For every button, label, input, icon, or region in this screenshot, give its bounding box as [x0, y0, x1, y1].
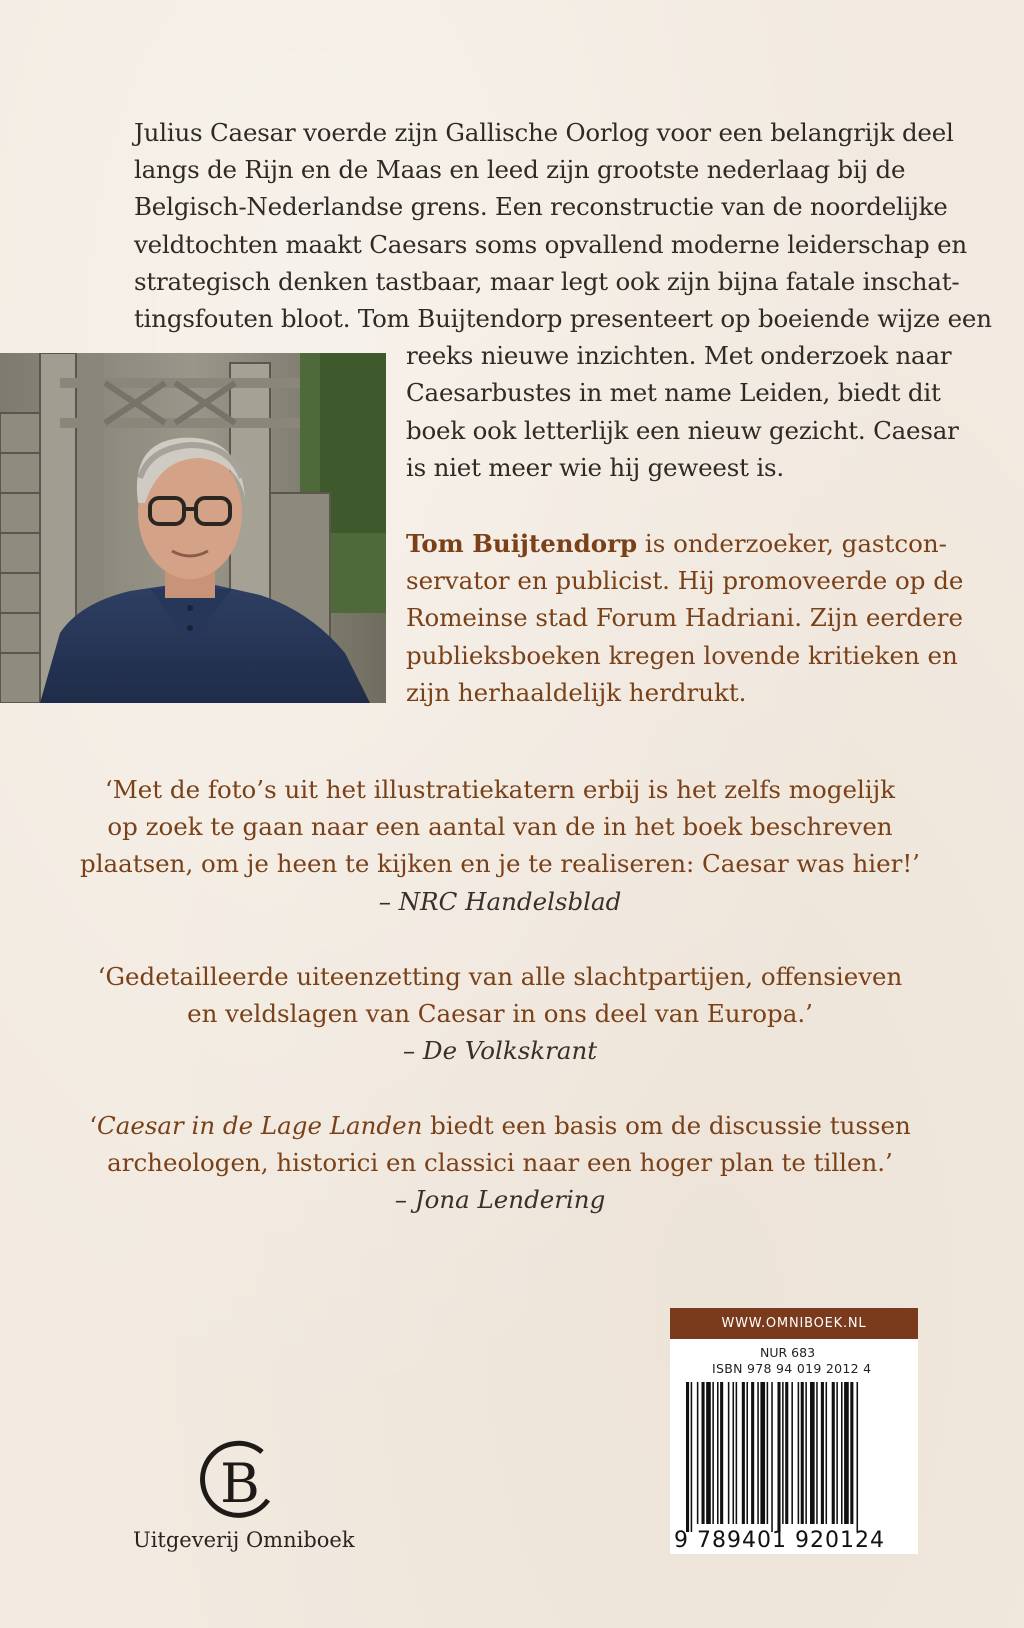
- bio-first-line: [406, 525, 946, 562]
- barcode-bar: [857, 1382, 859, 1532]
- barcode-bar: [697, 1382, 699, 1524]
- review-quote-lendering: [80, 1107, 920, 1219]
- blurb-line: reeks nieuwe inzichten. Met onderzoek naar: [406, 341, 952, 371]
- quote-line: plaatsen, om je heen te kijken en je te realiseren: Caesar was hier!’: [80, 849, 920, 879]
- barcode-bar: [841, 1382, 843, 1524]
- barcode-bar: [850, 1382, 853, 1524]
- quote-line-rest: biedt een basis om de discussie tussen: [422, 1111, 911, 1140]
- barcode-bar: [816, 1382, 818, 1524]
- barcode-bar: [736, 1382, 738, 1524]
- book-title: Caesar in de Lage Landen: [97, 1111, 423, 1140]
- quote-line: op zoek te gaan naar een aantal van de in het boek beschreven: [107, 812, 893, 842]
- author-bio: [406, 525, 964, 711]
- barcode-bar: [760, 1382, 765, 1524]
- quote-line: [80, 1107, 920, 1144]
- barcode-bar: [805, 1382, 807, 1524]
- barcode-bar: [728, 1382, 730, 1524]
- barcode-bar: [686, 1382, 689, 1532]
- quote-open-mark: ‘: [89, 1111, 97, 1140]
- isbn-code: ISBN 978 94 019 2012 4: [712, 1361, 872, 1376]
- omniboek-logo-icon: [190, 1430, 286, 1526]
- blurb-line: Belgisch-Nederlandse grens. Een reconstructie van de noordelijke: [134, 192, 948, 222]
- bio-first-line-rest: is onderzoeker, gastcon-: [637, 529, 947, 558]
- quote-line: en veldslagen van Caesar in ons deel van Europa.’: [187, 999, 813, 1029]
- blurb-line: Julius Caesar voerde zijn Gallische Oorlog voor een belangrijk deel: [134, 118, 954, 147]
- blurb-line: veldtochten maakt Caesars soms opvallend moderne leiderschap en: [134, 229, 967, 259]
- blurb-line: tingsfouten bloot. Tom Buijtendorp presenteert op boeiende wijze een: [134, 304, 992, 334]
- blurb-line: boek ook letterlijk een nieuw gezicht. Caesar: [406, 415, 959, 445]
- blurb-line: strategisch denken tastbaar, maar legt ook zijn bijna fatale inschat-: [134, 266, 960, 296]
- barcode-bar: [706, 1382, 711, 1524]
- barcode-bar: [785, 1382, 788, 1524]
- omniboek-logo: [190, 1430, 286, 1526]
- barcode-bar: [746, 1382, 748, 1524]
- barcode-bar: [742, 1382, 745, 1524]
- barcode-bar: [821, 1382, 824, 1524]
- quote-source: – NRC Handelsblad: [378, 886, 622, 916]
- barcode-bar: [798, 1382, 800, 1524]
- barcode-bar: [733, 1382, 735, 1524]
- barcode-bar: [844, 1382, 849, 1524]
- barcode-bar: [777, 1382, 780, 1532]
- barcode-bar: [751, 1382, 754, 1524]
- barcode-digits: 9 789401 920124: [674, 1528, 885, 1553]
- nur-code: NUR 683: [760, 1345, 816, 1360]
- barcode-bar: [702, 1382, 705, 1524]
- review-quote-volkskrant: [80, 958, 920, 1070]
- bio-line: Romeinse stad Forum Hadriani. Zijn eerdere: [406, 603, 963, 633]
- quote-line: ‘Gedetailleerde uiteenzetting van alle slachtpartijen, offensieven: [97, 962, 903, 991]
- author-photo: [0, 353, 386, 703]
- barcode-bar: [801, 1382, 804, 1524]
- publisher-name: Uitgeverij Omniboek: [133, 1528, 355, 1552]
- barcode-bar: [717, 1382, 719, 1524]
- barcode-bar: [720, 1382, 723, 1524]
- barcode-bar: [771, 1382, 773, 1532]
- quote-line: ‘Met de foto’s uit het illustratiekatern erbij is het zelfs mogelijk: [104, 775, 896, 804]
- blurb-line: langs de Rijn en de Maas en leed zijn grootste nederlaag bij de: [134, 155, 906, 185]
- quote-line: archeologen, historici en classici naar een hoger plan te tillen.’: [107, 1148, 893, 1178]
- author-name: Tom Buijtendorp: [406, 529, 638, 558]
- barcode-bar: [712, 1382, 714, 1524]
- barcode-bar: [810, 1382, 815, 1524]
- barcode-bar: [836, 1382, 838, 1524]
- barcode-bar: [767, 1382, 769, 1524]
- barcode-icon: [686, 1382, 910, 1532]
- bio-line: servator en publicist. Hij promoveerde op de: [406, 566, 964, 596]
- bio-line: zijn herhaaldelijk herdrukt.: [406, 677, 747, 707]
- bio-line: publieksboeken kregen lovende kritieken en: [406, 640, 958, 670]
- quote-source: – Jona Lendering: [394, 1185, 606, 1215]
- barcode-bar: [691, 1382, 693, 1532]
- author-photo-illustration: [0, 353, 386, 703]
- blurb-line: Caesarbustes in met name Leiden, biedt dit: [406, 378, 941, 408]
- blurb-line: is niet meer wie hij geweest is.: [406, 452, 784, 482]
- quote-source: – De Volkskrant: [402, 1036, 598, 1066]
- svg-text:B: B: [220, 1452, 260, 1515]
- barcode-bar: [782, 1382, 784, 1524]
- review-quote-nrc: [80, 771, 920, 920]
- barcode-bar: [826, 1382, 828, 1524]
- barcode-bar: [757, 1382, 759, 1524]
- barcode-bar: [832, 1382, 835, 1524]
- barcode-bar: [791, 1382, 793, 1524]
- publisher-url: WWW.OMNIBOEK.NL: [670, 1308, 918, 1339]
- book-codes: [700, 1345, 871, 1377]
